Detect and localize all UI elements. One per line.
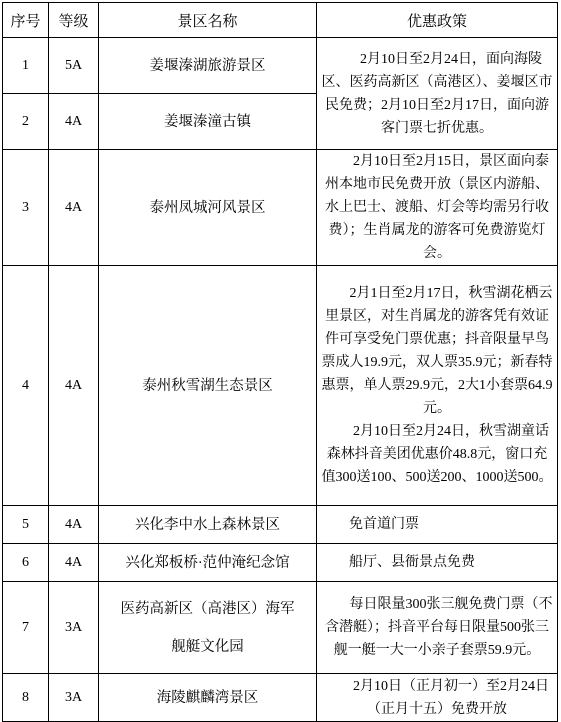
row-grade: 3A	[49, 582, 99, 674]
policy-paragraph: 每日限量300张三舰免费门票（不含潜艇）；抖音平台每日限量500张三舰一艇一大一小亲子套票59.9元。	[325, 597, 553, 658]
row-no: 5	[3, 506, 49, 544]
policy-paragraph: 2月10日至2月15日，景区面向泰州本地市民免费开放（景区内游船、水上巴士、渡船、灯会等均需另行收费）；生肖属龙的游客可免费游览灯会。	[325, 154, 549, 261]
scenic-name: 海陵麒麟湾景区	[99, 674, 317, 722]
policy-text	[317, 544, 558, 582]
table-row	[3, 582, 558, 674]
row-grade: 4A	[49, 506, 99, 544]
table-row	[3, 506, 558, 544]
scenic-name: 兴化李中水上森林景区	[99, 506, 317, 544]
header-row	[3, 3, 558, 38]
header-policy: 优惠政策	[317, 3, 558, 38]
policy-paragraph: 2月10日（正月初一）至2月24日（正月十五）免费开放	[353, 678, 549, 717]
policy-text	[317, 150, 558, 266]
policy-text	[317, 582, 558, 674]
scenic-name: 姜堰溱潼古镇	[99, 94, 317, 150]
policy-paragraph: 2月1日至2月17日，秋雪湖花栖云里景区，对生肖属龙的游客凭有效证件可享受免门票优惠；抖音限量早鸟票成人19.9元，双人票35.9元；新春特惠票，单人票29.9元，2大1小套票64.9元。	[321, 286, 553, 416]
header-grade: 等级	[49, 3, 99, 38]
row-grade: 4A	[49, 150, 99, 266]
row-grade: 4A	[49, 544, 99, 582]
row-grade: 4A	[49, 266, 99, 506]
scenic-name-line: 医药高新区（高港区）海军	[120, 600, 295, 617]
row-no: 3	[3, 150, 49, 266]
scenic-name: 泰州凤城河风景区	[99, 150, 317, 266]
row-no: 1	[3, 38, 49, 94]
policy-text	[317, 38, 558, 150]
policy-table	[2, 2, 558, 722]
row-grade: 4A	[49, 94, 99, 150]
policy-paragraph: 免首道门票	[349, 517, 419, 532]
scenic-name: 兴化郑板桥·范仲淹纪念馆	[99, 544, 317, 582]
row-grade: 3A	[49, 674, 99, 722]
table-row	[3, 38, 558, 94]
row-no: 2	[3, 94, 49, 150]
policy-text	[317, 266, 558, 506]
table-row	[3, 266, 558, 506]
scenic-name	[99, 582, 317, 674]
table-row	[3, 544, 558, 582]
scenic-name: 泰州秋雪湖生态景区	[99, 266, 317, 506]
policy-text	[317, 674, 558, 722]
row-no: 4	[3, 266, 49, 506]
row-grade: 5A	[49, 38, 99, 94]
policy-paragraph: 2月10日至2月24日，面向海陵区、医药高新区（高港区）、姜堰区市民免费；2月10日至2月17日，面向游客门票七折优惠。	[321, 51, 553, 136]
row-no: 8	[3, 674, 49, 722]
policy-paragraph: 2月10日至2月24日，秋雪湖童话森林抖音美团优惠价48.8元，窗口充值300送100、500送200、1000送500。	[321, 424, 553, 485]
scenic-name: 姜堰溱湖旅游景区	[99, 38, 317, 94]
policy-paragraph: 船厅、县衙景点免费	[349, 555, 475, 570]
scenic-name-line: 舰艇文化园	[171, 638, 244, 655]
table-row	[3, 150, 558, 266]
row-no: 6	[3, 544, 49, 582]
table-row	[3, 674, 558, 722]
header-name: 景区名称	[99, 3, 317, 38]
policy-text	[317, 506, 558, 544]
row-no: 7	[3, 582, 49, 674]
header-no: 序号	[3, 3, 49, 38]
